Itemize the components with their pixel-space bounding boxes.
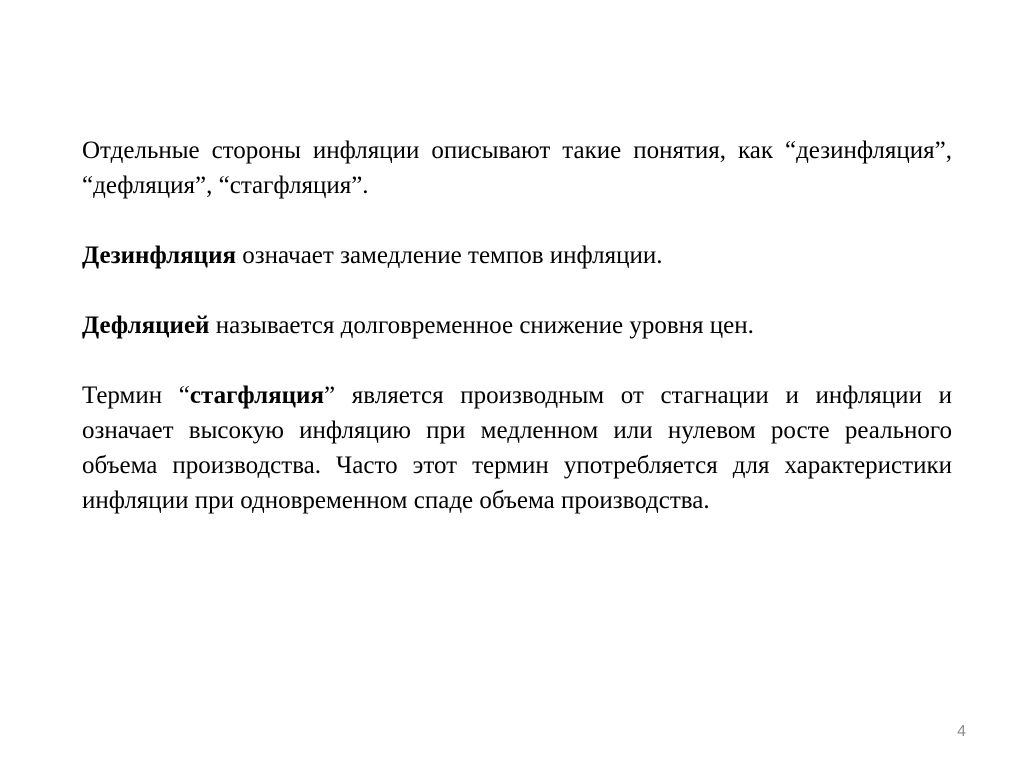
deflation-term: Дефляцией <box>82 312 210 339</box>
stagflation-definition: ” является производным от стагнации и инфляции и означает высокую инфляцию при медленном или нулевом росте реального объема производства. Часто этот термин употребляется для характеристики инфляции при одновременном спаде объема производства. <box>82 382 952 514</box>
paragraph-spacer <box>82 203 952 238</box>
intro-paragraph: Отдельные стороны инфляции описывают такие понятия, как “дезинфляция”, “дефляция”, “стагфляция”. <box>82 137 952 199</box>
deflation-definition: называется долговременное снижение уровня цен. <box>209 312 754 339</box>
disinflation-term: Дезинфляция <box>82 242 237 269</box>
paragraph-spacer <box>82 273 952 308</box>
deflation-paragraph <box>82 308 952 343</box>
page-number: 4 <box>957 723 966 740</box>
stagflation-paragraph <box>82 378 952 518</box>
stagflation-term: стагфляция <box>189 382 324 409</box>
paragraph-spacer <box>82 343 952 378</box>
slide-body <box>82 133 952 518</box>
disinflation-definition: означает замедление темпов инфляции. <box>236 242 663 269</box>
disinflation-paragraph <box>82 238 952 273</box>
stagflation-lead-in: Термин “ <box>82 382 190 409</box>
